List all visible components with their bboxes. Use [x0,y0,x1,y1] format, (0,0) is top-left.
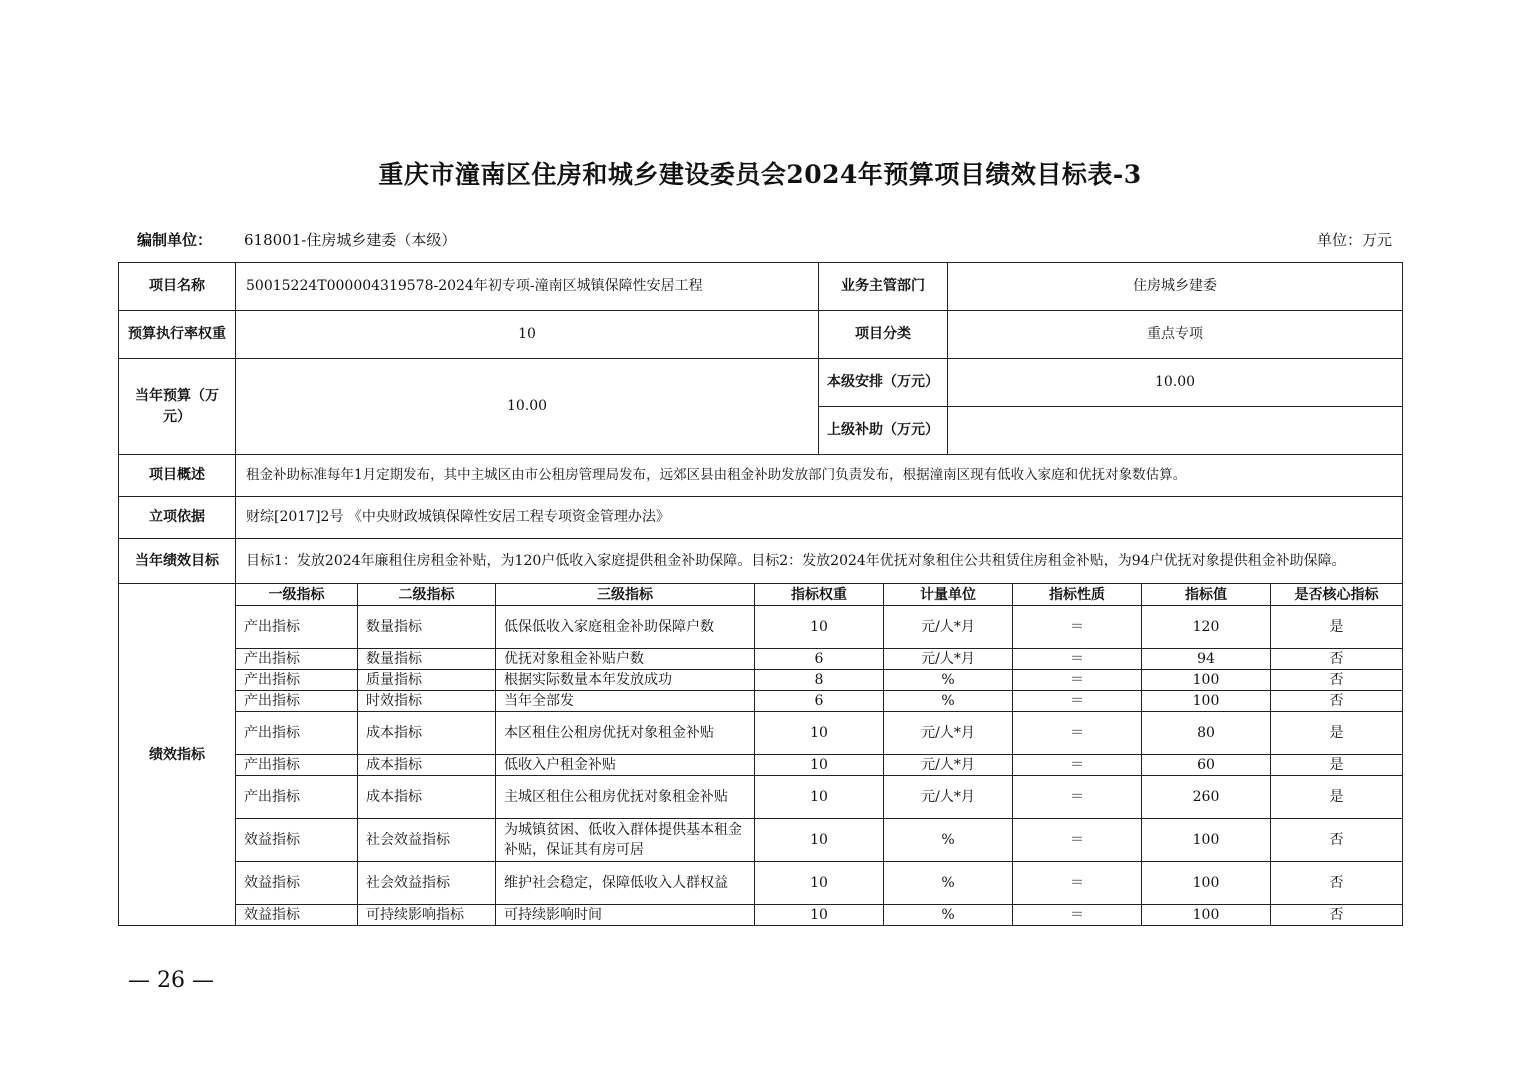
cell-core: 否 [1271,670,1403,691]
cell-level2: 社会效益指标 [358,862,496,905]
cell-unit: 元/人*月 [884,649,1013,670]
cell-level2: 质量指标 [358,670,496,691]
cell-weight: 10 [755,755,884,776]
basis-value: 财综[2017]2号 《中央财政城镇保障性安居工程专项资金管理办法》 [236,497,1403,539]
category-value: 重点专项 [948,311,1403,359]
cell-level2: 成本指标 [358,712,496,755]
cell-value: 100 [1142,691,1271,712]
cell-level3: 低收入户租金补贴 [496,755,755,776]
cell-level1: 产出指标 [236,649,358,670]
cell-core: 否 [1271,649,1403,670]
cell-level3: 为城镇贫困、低收入群体提供基本租金补贴，保证其有房可居 [496,819,755,862]
cell-level1: 产出指标 [236,606,358,649]
cell-weight: 10 [755,712,884,755]
cell-value: 94 [1142,649,1271,670]
cell-unit: % [884,905,1013,926]
page-number: — 26 — [128,968,214,993]
cell-nature: ＝ [1013,776,1142,819]
cell-level2: 社会效益指标 [358,819,496,862]
indicators-table [118,583,1403,926]
indicators-section-label: 绩效指标 [119,584,236,926]
cell-level3: 当年全部发 [496,691,755,712]
project-name-value: 50015224T000004319578-2024年初专项-潼南区城镇保障性安居工程 [236,263,819,311]
cell-value: 100 [1142,905,1271,926]
cell-unit: 元/人*月 [884,776,1013,819]
table-row [119,606,1403,649]
currency-unit: 单位：万元 [1316,231,1392,249]
table-row [119,691,1403,712]
cell-level1: 产出指标 [236,712,358,755]
dept-label: 业务主管部门 [819,263,948,311]
upper-label: 上级补助（万元） [819,407,948,455]
cell-nature: ＝ [1013,819,1142,862]
exec-rate-value: 10 [236,311,819,359]
cell-unit: 元/人*月 [884,712,1013,755]
overview-value: 租金补助标准每年1月定期发布，其中主城区由市公租房管理局发布，远郊区县由租金补助发放部门负责发布，根据潼南区现有低收入家庭和优抚对象数估算。 [236,455,1403,497]
goal-value: 目标1：发放2024年廉租住房租金补贴，为120户低收入家庭提供租金补助保障。目标2：发放2024年优抚对象租住公共租赁住房租金补贴，为94户优抚对象提供租金补助保障。 [236,539,1403,584]
header-value: 指标值 [1142,584,1271,606]
header-level3: 三级指标 [496,584,755,606]
cell-unit: 元/人*月 [884,606,1013,649]
cell-value: 100 [1142,862,1271,905]
category-label: 项目分类 [819,311,948,359]
cell-value: 60 [1142,755,1271,776]
cell-level3: 主城区租住公租房优抚对象租金补贴 [496,776,755,819]
project-info-table [118,262,1403,584]
cell-level1: 产出指标 [236,776,358,819]
cell-weight: 10 [755,776,884,819]
cell-unit: % [884,670,1013,691]
table-row [119,905,1403,926]
cell-level2: 可持续影响指标 [358,905,496,926]
header-weight: 指标权重 [755,584,884,606]
cell-core: 否 [1271,905,1403,926]
budget-value: 10.00 [236,359,819,455]
cell-weight: 10 [755,819,884,862]
dept-value: 住房城乡建委 [948,263,1403,311]
cell-core: 是 [1271,776,1403,819]
cell-value: 260 [1142,776,1271,819]
cell-level1: 效益指标 [236,819,358,862]
cell-weight: 6 [755,649,884,670]
header-level2: 二级指标 [358,584,496,606]
cell-level3: 优抚对象租金补贴户数 [496,649,755,670]
cell-level2: 数量指标 [358,649,496,670]
table-row [119,755,1403,776]
upper-value [948,407,1403,455]
table-row [119,670,1403,691]
cell-level3: 低保低收入家庭租金补助保障户数 [496,606,755,649]
cell-unit: % [884,862,1013,905]
cell-core: 否 [1271,819,1403,862]
header-unit: 计量单位 [884,584,1013,606]
cell-nature: ＝ [1013,606,1142,649]
compiling-unit-value: 618001-住房城乡建委（本级） [244,231,457,249]
cell-weight: 10 [755,905,884,926]
cell-value: 120 [1142,606,1271,649]
exec-rate-label: 预算执行率权重 [119,311,236,359]
basis-label: 立项依据 [119,497,236,539]
cell-nature: ＝ [1013,691,1142,712]
cell-core: 是 [1271,712,1403,755]
cell-core: 是 [1271,606,1403,649]
cell-level3: 本区租住公租房优抚对象租金补贴 [496,712,755,755]
table-row [119,862,1403,905]
page-title: 重庆市潼南区住房和城乡建设委员会2024年预算项目绩效目标表-3 [378,160,1142,189]
cell-level2: 成本指标 [358,755,496,776]
local-value: 10.00 [948,359,1403,407]
cell-level1: 产出指标 [236,691,358,712]
table-row [119,819,1403,862]
cell-nature: ＝ [1013,649,1142,670]
cell-level3: 可持续影响时间 [496,905,755,926]
overview-label: 项目概述 [119,455,236,497]
cell-level3: 维护社会稳定，保障低收入人群权益 [496,862,755,905]
cell-nature: ＝ [1013,670,1142,691]
cell-unit: % [884,691,1013,712]
cell-value: 100 [1142,670,1271,691]
cell-weight: 8 [755,670,884,691]
cell-nature: ＝ [1013,862,1142,905]
table-row [119,649,1403,670]
cell-nature: ＝ [1013,905,1142,926]
cell-level2: 成本指标 [358,776,496,819]
cell-value: 100 [1142,819,1271,862]
cell-weight: 6 [755,691,884,712]
cell-value: 80 [1142,712,1271,755]
compiling-unit-label: 编制单位： [137,231,213,249]
table-row [119,776,1403,819]
cell-nature: ＝ [1013,755,1142,776]
local-label: 本级安排（万元） [819,359,948,407]
cell-level3: 根据实际数量本年发放成功 [496,670,755,691]
cell-weight: 10 [755,862,884,905]
cell-unit: % [884,819,1013,862]
cell-level1: 产出指标 [236,670,358,691]
budget-label: 当年预算（万元） [119,359,236,455]
cell-level2: 数量指标 [358,606,496,649]
cell-unit: 元/人*月 [884,755,1013,776]
cell-nature: ＝ [1013,712,1142,755]
goal-label: 当年绩效目标 [119,539,236,584]
cell-level1: 效益指标 [236,905,358,926]
cell-level1: 效益指标 [236,862,358,905]
cell-core: 是 [1271,755,1403,776]
cell-weight: 10 [755,606,884,649]
header-nature: 指标性质 [1013,584,1142,606]
table-row [119,712,1403,755]
header-core: 是否核心指标 [1271,584,1403,606]
cell-core: 否 [1271,862,1403,905]
cell-level2: 时效指标 [358,691,496,712]
cell-core: 否 [1271,691,1403,712]
header-level1: 一级指标 [236,584,358,606]
project-name-label: 项目名称 [119,263,236,311]
cell-level1: 产出指标 [236,755,358,776]
